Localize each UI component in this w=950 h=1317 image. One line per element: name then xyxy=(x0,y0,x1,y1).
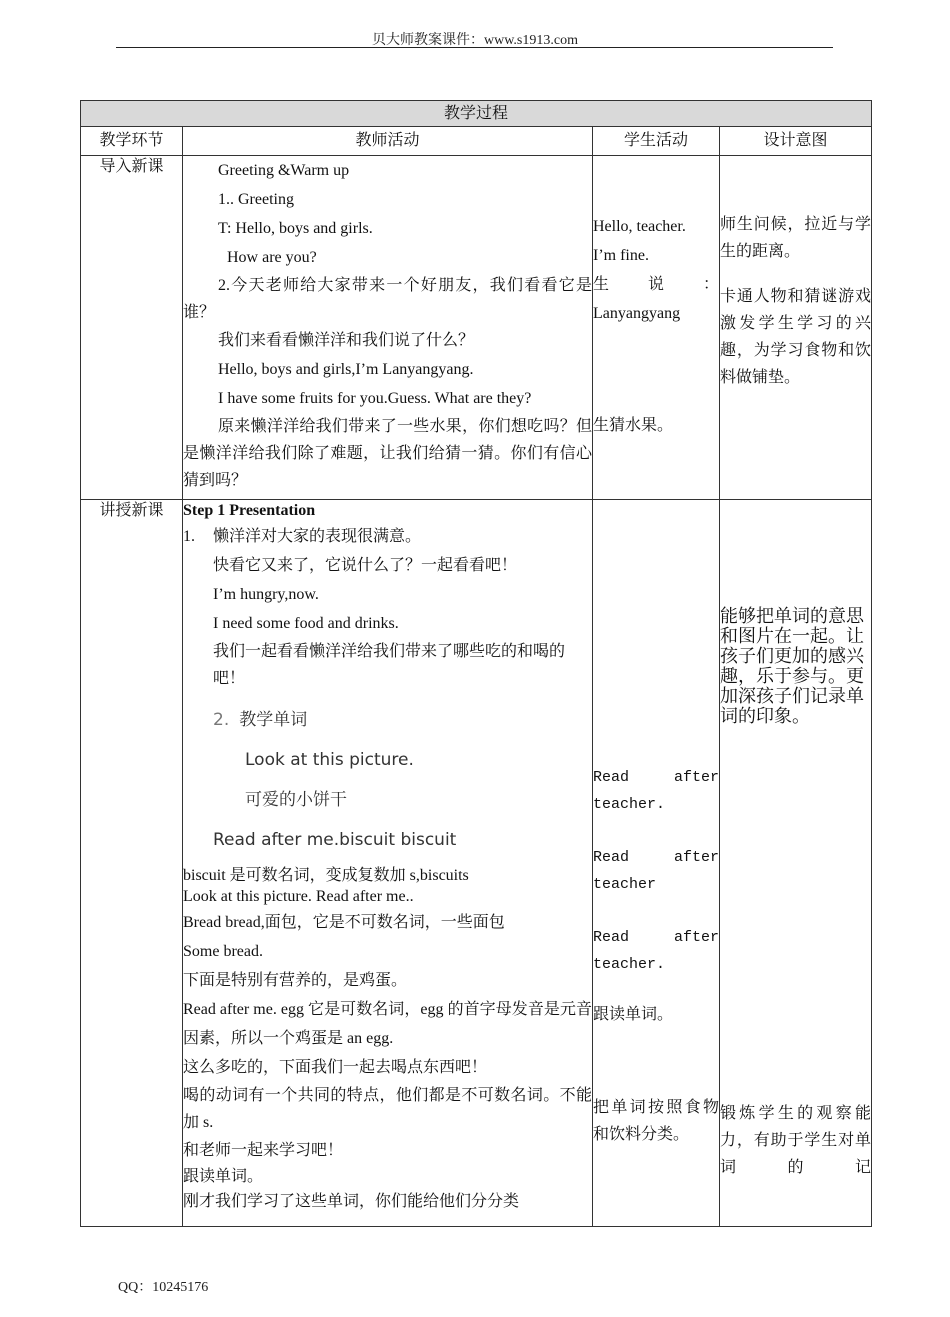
col-header-teacher: 教师活动 xyxy=(183,127,593,156)
intro-line: Greeting &Warm up xyxy=(218,162,350,179)
page-header-text: 贝大师教案课件：www.s1913.com xyxy=(372,33,578,48)
pres-line: 这么多吃的，下面我们一起去喝点东西吧！ xyxy=(183,1059,488,1076)
col-header-stage: 教学环节 xyxy=(81,127,183,156)
item-number: 1. xyxy=(183,528,195,545)
intro-line: Hello, boys and girls,I’m Lanyangyang. xyxy=(218,361,474,378)
pres-line: I’m hungry,now. xyxy=(213,586,319,603)
pres-line: biscuit 是可数名词，变成复数加 s,biscuits xyxy=(183,867,469,884)
student-line: 生猜水果。 xyxy=(593,417,674,434)
design-line: 师生问候，拉近与学生的距离。 xyxy=(720,216,872,260)
table-title-row xyxy=(81,101,872,127)
student-line: I’m fine. xyxy=(593,247,649,264)
student-activity-presentation xyxy=(593,500,720,1227)
numbered-item xyxy=(183,522,592,551)
table-title: 教学过程 xyxy=(81,101,872,127)
pres-line: Bread bread,面包，它是不可数名词，一些面包 xyxy=(183,914,505,931)
pres-line: Look at this picture. Read after me.. xyxy=(183,888,414,905)
student-line: 跟读单词。 xyxy=(593,1006,674,1023)
pres-line: 下面是特别有营养的，是鸡蛋。 xyxy=(183,972,408,989)
slide-line: 可爱的小饼干 xyxy=(245,790,347,810)
intro-line: 我们来看看懒洋洋和我们说了什么？ xyxy=(218,332,475,349)
table-header-row xyxy=(81,127,872,156)
pres-line: I need some food and drinks. xyxy=(213,615,399,632)
slide-number: 2. xyxy=(213,710,230,730)
col-header-design: 设计意图 xyxy=(720,127,872,156)
pres-line: Some bread. xyxy=(183,943,263,960)
student-line: Read after teacher. xyxy=(593,929,719,973)
student-line: Hello, teacher. xyxy=(593,218,686,235)
stage-presentation: 讲授新课 xyxy=(81,500,183,1227)
slide-line: Read after me.biscuit biscuit xyxy=(213,830,457,850)
design-line: 卡通人物和猜谜游戏激发学生学习的兴趣，为学习食物和饮料做铺垫。 xyxy=(720,288,872,386)
teacher-activity-presentation xyxy=(183,500,593,1227)
student-line: Read after teacher xyxy=(593,849,719,893)
lesson-process-table xyxy=(80,100,872,1227)
design-line: 锻炼学生的观察能力，有助于学生对单词的记 xyxy=(720,1105,872,1176)
footer-qq: QQ：10245176 xyxy=(118,1280,209,1295)
header-rule xyxy=(116,47,833,48)
student-line: 生说：Lanyangyang xyxy=(593,276,719,322)
slide-line: 2. 教学单词 xyxy=(213,710,308,730)
pres-line: 和老师一起来学习吧！ xyxy=(183,1142,344,1159)
step-title: Step 1 Presentation xyxy=(183,502,316,519)
table-row-intro xyxy=(81,156,872,500)
pres-line: 刚才我们学习了这些单词，你们能给他们分分类 xyxy=(183,1193,520,1210)
stage-intro: 导入新课 xyxy=(81,156,183,500)
student-line: Read after teacher. xyxy=(593,769,719,813)
pres-line: 懒洋洋对大家的表现很满意。 xyxy=(213,528,422,545)
pres-line: 快看它又来了，它说什么了？一起看看吧！ xyxy=(213,557,518,574)
intro-line: I have some fruits for you.Guess. What are they? xyxy=(218,390,532,407)
student-activity-intro xyxy=(593,156,720,500)
student-line: 把单词按照食物和饮料分类。 xyxy=(593,1099,719,1144)
intro-line: 2.今天老师给大家带来一个好朋友，我们看看它是谁？ xyxy=(183,277,592,321)
intro-line: 1.. Greeting xyxy=(218,191,294,208)
col-header-student: 学生活动 xyxy=(593,127,720,156)
intro-line: T: Hello, boys and girls. xyxy=(218,220,373,237)
pres-line: 跟读单词。 xyxy=(183,1168,264,1185)
slide-line: Look at this picture. xyxy=(245,750,414,770)
table-row-presentation xyxy=(81,500,872,1227)
pres-line: 我们一起看看懒洋洋给我们带来了哪些吃的和喝的吧！ xyxy=(213,643,566,687)
pres-line: 喝的动词有一个共同的特点，他们都是不可数名词。不能加 s. xyxy=(183,1087,592,1131)
embedded-slide-image xyxy=(213,700,592,860)
intro-line: 原来懒洋洋给我们带来了一些水果，你们想吃吗？但是懒洋洋给我们除了难题，让我们给猜一猜。你们有信心猜到吗？ xyxy=(183,418,592,489)
teacher-activity-intro xyxy=(183,156,593,500)
design-intent-presentation xyxy=(720,500,872,1227)
design-line: 能够把单词的意思和图片在一起。让孩子们更加的感兴趣，乐于参与。更加深孩子们记录单词的印象。 xyxy=(720,606,864,726)
design-intent-intro xyxy=(720,156,872,500)
intro-line: How are you? xyxy=(227,249,317,266)
pres-line: Read after me. egg 它是可数名词，egg 的首字母发音是元音因素，所以一个鸡蛋是 an egg. xyxy=(183,1001,592,1047)
